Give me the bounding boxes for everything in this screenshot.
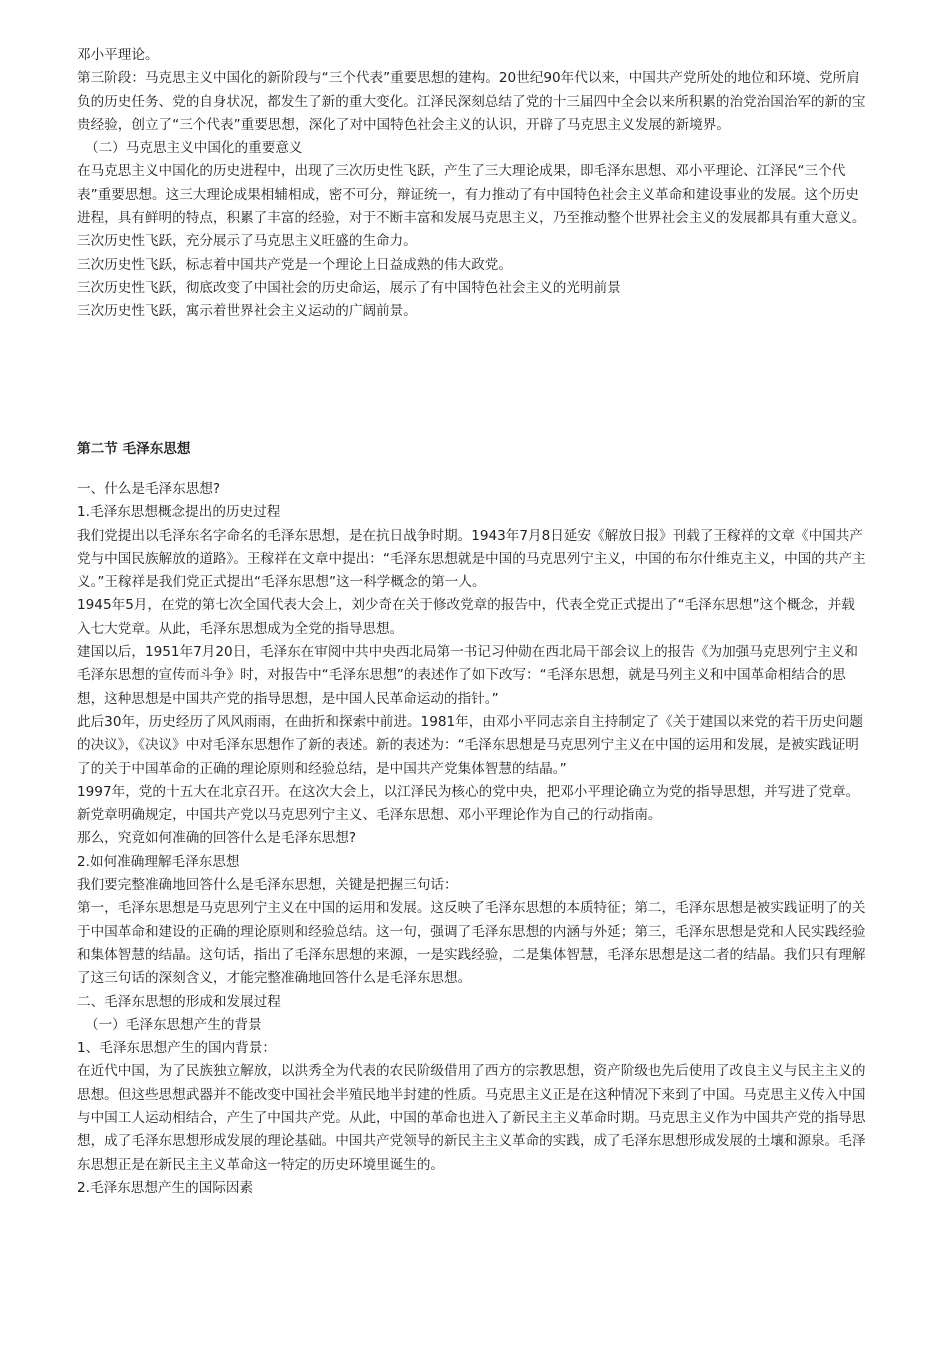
- section-title: 第二节 毛泽东思想: [77, 441, 191, 457]
- paragraph: 建国以后，1951年7月20日，毛泽东在审阅中共中央西北局第一书记习仲勋在西北局干部会议上的报告《为加强马克思列宁主义和毛泽东思想的宣传而斗争》时，对报告中“毛泽东思想”的表述作了如下改写：“毛泽东思想，就是马列主义和中国革命相结合的思想，这种思想是中国共产党的指导思想，是中国人民革命运动的指针。”: [77, 644, 859, 707]
- paragraph: 在近代中国，为了民族独立解放，以洪秀全为代表的农民阶级借用了西方的宗教思想，资产阶级也先后使用了改良主义与民主主义的思想。但这些思想武器并不能改变中国社会半殖民地半封建的性质。马克思主义正是在这种情况下来到了中国。马克思主义传入中国与中国工人运动相结合，产生了中国共产党。从此，中国的革命也进入了新民主主义革命时期。马克思主义作为中国共产党的指导思想，成了毛泽东思想形成发展的理论基础。中国共产党领导的新民主主义革命的实践，成了毛泽东思想形成发展的土壤和源泉。毛泽东思想正是在新民主主义革命这一特定的历史环境里诞生的。: [77, 1063, 866, 1173]
- paragraph: 我们党提出以毛泽东名字命名的毛泽东思想，是在抗日战争时期。1943年7月8日延安《解放日报》刊载了王稼祥的文章《中国共产党与中国民族解放的道路》。王稼祥在文章中提出：“毛泽东思想就是中国的马克思列宁主义，中国的布尔什维克主义，中国的共产主义。”王稼祥是我们党正式提出“毛泽东思想”这一科学概念的第一人。: [77, 527, 866, 591]
- paragraph: 1997年，党的十五大在北京召开。在这次大会上，以江泽民为核心的党中央，把邓小平理论确立为党的指导思想，并写进了党章。新党章明确规定，中国共产党以马克思列宁主义、毛泽东思想、邓小平理论作为自己的行动指南。: [77, 783, 860, 824]
- paragraph: 三次历史性飞跃，标志着中国共产党是一个理论上日益成熟的伟大政党。: [77, 256, 512, 273]
- subheading: 2.如何准确理解毛泽东思想: [77, 853, 240, 870]
- paragraph: 我们要完整准确地回答什么是毛泽东思想，关键是把握三句话：: [77, 877, 458, 894]
- subheading: 一、什么是毛泽东思想?: [77, 481, 221, 497]
- section-heading: [77, 438, 867, 461]
- paragraph: 三次历史性飞跃，彻底改变了中国社会的历史命运，展示了有中国特色社会主义的光明前景: [77, 279, 621, 296]
- paragraph: 那么，究竟如何准确的回答什么是毛泽东思想?: [77, 830, 357, 847]
- paragraph: 在马克思主义中国化的历史进程中，出现了三次历史性飞跃，产生了三大理论成果，即毛泽东思想、邓小平理论、江泽民“三个代表”重要思想。这三大理论成果相辅相成，密不可分，辩证统一，有力推动了有中国特色社会主义革命和建设事业的发展。这个历史进程，具有鲜明的特点，积累了丰富的经验，对于不断丰富和发展马克思主义，乃至推动整个世界社会主义的发展都具有重大意义。: [77, 163, 866, 227]
- paragraph: 1945年5月，在党的第七次全国代表大会上，刘少奇在关于修改党章的报告中，代表全党正式提出了“毛泽东思想”这个概念，并载入七大党章。从此，毛泽东思想成为全党的指导思想。: [77, 597, 855, 637]
- subheading: （一）毛泽东思想产生的背景: [85, 1016, 262, 1033]
- subheading: 1、毛泽东思想产生的国内背景：: [77, 1040, 276, 1057]
- paragraph: 此后30年，历史经历了风风雨雨，在曲折和探索中前进。1981年，由邓小平同志亲自主持制定了《关于建国以来党的若干历史问题的决议》，《决议》中对毛泽东思想作了新的表述。新的表述为：“毛泽东思想是马克思列宁主义在中国的运用和发展，是被实践证明了的关于中国革命的正确的理论原则和经验总结，是中国共产党集体智慧的结晶。”: [77, 713, 863, 777]
- text-block-section: [77, 478, 867, 1200]
- paragraph: 邓小平理论。: [77, 47, 159, 63]
- subheading: 1.毛泽东思想概念提出的历史过程: [77, 504, 281, 521]
- paragraph: 第一，毛泽东思想是马克思列宁主义在中国的运用和发展。这反映了毛泽东思想的本质特征；第二，毛泽东思想是被实践证明了的关于中国革命和建设的正确的理论原则和经验总结。这一句，强调了毛泽东思想的内涵与外延；第三，毛泽东思想是党和人民实践经验和集体智慧的结晶。这句话，指出了毛泽东思想的来源，一是实践经验，二是集体智慧，毛泽东思想是这二者的结晶。我们只有理解了这三句话的深刻含义，才能完整准确地回答什么是毛泽东思想。: [77, 900, 866, 987]
- paragraph: 第三阶段：马克思主义中国化的新阶段与“三个代表”重要思想的建构。20世纪90年代以来，中国共产党所处的地位和环境、党所肩负的历史任务、党的自身状况，都发生了新的重大变化。江泽民深刻总结了党的十三届四中全会以来所积累的治党治国治军的新的宝贵经验，创立了“三个代表”重要思想，深化了对中国特色社会主义的认识，开辟了马克思主义发展的新境界。: [77, 70, 866, 133]
- paragraph: 三次历史性飞跃，充分展示了马克思主义旺盛的生命力。: [77, 233, 417, 250]
- text-block-intro: [77, 44, 867, 324]
- subheading: 2.毛泽东思想产生的国际因素: [77, 1179, 254, 1196]
- subheading: （二）马克思主义中国化的重要意义: [85, 140, 303, 157]
- subheading: 二、毛泽东思想的形成和发展过程: [77, 993, 281, 1010]
- paragraph: 三次历史性飞跃，寓示着世界社会主义运动的广阔前景。: [77, 303, 417, 320]
